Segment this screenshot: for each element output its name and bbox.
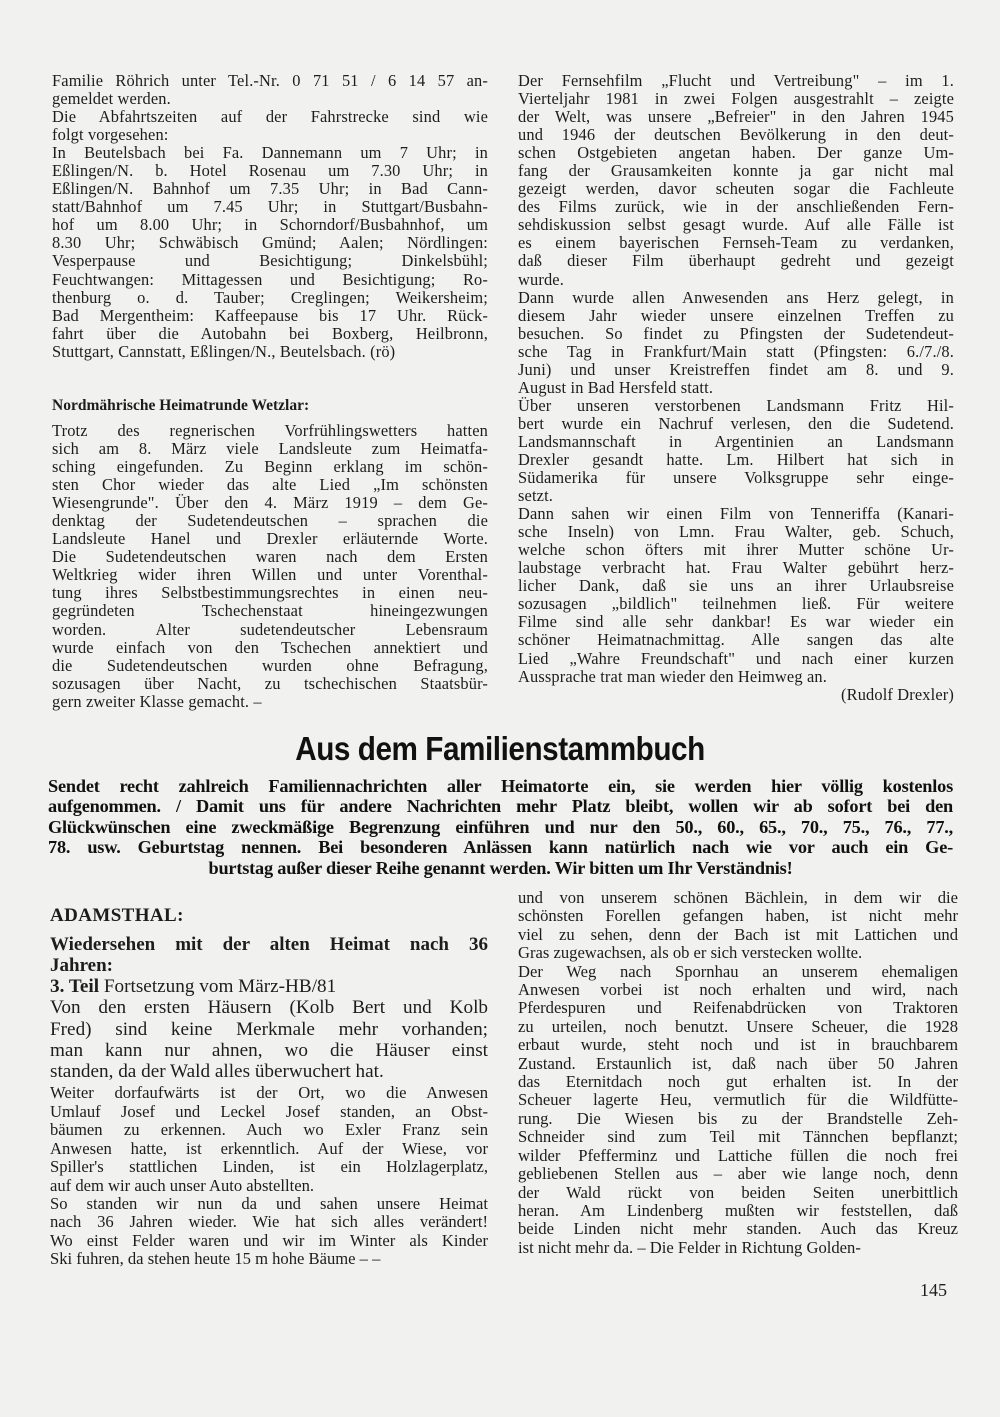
text-line: Schneider sind zum Teil mit Tännchen bepflanzt; [518, 1128, 958, 1147]
text-line: Eßlingen/N. Bahnhof um 7.35 Uhr; in Bad Cann- [52, 180, 488, 199]
text-line: wurde. [518, 270, 564, 289]
text-line: der Welt, was unsere „Befreier" in den Jahren 1945 [518, 108, 954, 127]
text-line: beide Linden nicht mehr standen. Auch das Kreuz [518, 1220, 958, 1239]
text-line: sozusagen über Nacht, zu tschechischen Staatsbür- [52, 674, 488, 693]
text-line: der Wald rückt von beiden Seiten unerbittlich [518, 1183, 958, 1202]
text-line: Trotz des regnerischen Vorfrühlingswetters hatten [52, 422, 488, 440]
text-line: Über unseren verstorbenen Landsmann Fritz Hil- [518, 396, 954, 415]
text-line: Südamerika für unsere Volksgruppe sehr einge- [518, 469, 954, 488]
text-line: Ski fuhren, da stehen heute 15 m hohe Bäume – – [50, 1250, 381, 1269]
text-line: laubstage verbracht hat. Frau Walter gebührt herz- [518, 559, 954, 578]
text-line: viel zu sehen, denn der Bach ist mit Lattichen und [518, 925, 958, 944]
section-title: Aus dem Familienstammbuch [295, 730, 705, 767]
text-line: setzt. [518, 487, 554, 506]
text-line: Dann wurde allen Anwesenden ans Herz gelegt, in [518, 288, 954, 307]
intro-line: Sendet recht zahlreich Familiennachrichten aller Heimatorte ein, sie werden hier völlig kostenlos [48, 776, 953, 796]
text-line: sten Chor wieder das alte Lied „Im schönsten [52, 476, 488, 495]
text-line: des Films zurück, wie in der anschließenden Fern- [518, 198, 954, 217]
text-line: Die Abfahrtszeiten auf der Fahrstrecke sind wie [52, 108, 488, 127]
text-line: wurde einfach von den Tschechen annektiert und [52, 638, 488, 657]
part-label: 3. Teil [50, 976, 100, 997]
text-line: auf dem wir auch unser Auto abstellten. [50, 1176, 315, 1195]
place-heading: ADAMSTHAL: [50, 905, 184, 926]
article-fernsehfilm [518, 72, 954, 704]
text-line: nach 36 Jahren wieder. Wie hat sich alles verändert! [50, 1213, 488, 1232]
text-line: 8.30 Uhr; Schwäbisch Gmünd; Aalen; Nördlingen: [52, 234, 488, 253]
text-line: das Eternitdach noch gut erhalten ist. In der [518, 1073, 958, 1092]
headline-line: Jahren: [50, 955, 113, 976]
text-line: gebliebenen Stellen aus – aber wie lange noch, denn [518, 1165, 958, 1184]
text-line: Juni) und unser Kreistreffen findet am 8. und 9. [518, 360, 954, 379]
text-line: ist nicht mehr da. – Die Felder in Richtung Golden- [518, 1238, 861, 1257]
lead-line: Fred) sind keine Merkmale mehr vorhanden; [50, 1018, 488, 1040]
text-line: Wiesengrunde". Über den 4. März 1919 – dem Ge- [52, 494, 488, 513]
text-line: und 1946 der deutschen Bevölkerung in den deut- [518, 126, 954, 145]
text-line: schöner Heimatnachmittag. Alle sangen das alte [518, 631, 954, 650]
text-line: diesem Jahr wieder unsere einzelnen Treffen zu [518, 306, 954, 325]
text-line: Spiller's stattlichen Linden, ist ein Holzlagerplatz, [50, 1158, 488, 1177]
text-line: sching eingefunden. Zu Beginn erklang im schön- [52, 458, 488, 477]
text-line: welche schon öfters mit ihrer Mutter schöne Ur- [518, 541, 954, 560]
bus-trip-text [52, 72, 488, 361]
text-line: Der Fernsehfilm „Flucht und Vertreibung" – im 1. [518, 72, 954, 90]
lead-line: Von den ersten Häusern (Kolb Bert und Kolb [50, 997, 488, 1019]
adamsthal-continued-text [518, 889, 958, 1257]
text-line: licher Dank, daß sie uns an ihrer Urlaubsreise [518, 577, 954, 596]
text-line: schönsten Forellen gefangen haben, ist nicht mehr [518, 907, 958, 926]
text-line: thenburg o. d. Tauber; Creglingen; Weikersheim; [52, 288, 488, 307]
text-line: Zustand. Erstaunlich ist, daß nach über 50 Jahren [518, 1054, 958, 1073]
text-line: August in Bad Hersfeld statt. [518, 378, 714, 397]
text-line: sich am 8. März viele Landsleute zum Heimatfa- [52, 440, 488, 459]
text-line: schen Ostgebieten angetan haben. Der ganze Um- [518, 144, 954, 163]
text-line: So standen wir nun da und sahen unsere Heimat [50, 1194, 488, 1213]
text-line: denktag der Sudetendeutschen – sprachen die [52, 512, 488, 531]
text-line: Umlauf Josef und Leckel Josef standen, an Obst- [50, 1102, 488, 1121]
text-line: hof um 8.00 Uhr; in Schorndorf/Busbahnhof, um [52, 216, 488, 235]
intro-line: burtstag außer dieser Reihe genannt werden. Wir bitten um Ihr Verständnis! [208, 857, 793, 878]
text-line: worden. Alter sudetendeutscher Lebensraum [52, 620, 488, 639]
text-line: daß dieser Film überhaupt gedreht und gezeigt [518, 252, 954, 271]
text-line: Bad Mergentheim: Kaffeepause bis 17 Uhr. Rück- [52, 306, 488, 325]
section-intro [48, 776, 953, 878]
wetzlar-heading: Nordmährische Heimatrunde Wetzlar: [52, 397, 310, 414]
text-line: Anwesen hatte, ist erkenntlich. Auf der Wiese, vor [50, 1139, 488, 1158]
text-line: sche Inseln) von Lmn. Frau Walter, geb. Schuch, [518, 523, 954, 542]
text-line: die Sudetendeutschen wurden ohne Befragung, [52, 656, 488, 675]
wetzlar-text [52, 422, 488, 711]
text-line: gern zweiter Klasse gemacht. – [52, 692, 262, 711]
text-line: Die Sudetendeutschen waren nach dem Ersten [52, 548, 488, 567]
adamsthal-text [50, 1084, 488, 1268]
headline-line: Wiedersehen mit der alten Heimat nach 36 [50, 934, 488, 955]
text-line: sche Tag in Frankfurt/Main statt (Pfingsten: 6./7./8. [518, 342, 954, 361]
lead-text [50, 997, 488, 1082]
intro-line: aufgenommen. / Damit uns für andere Nachrichten mehr Platz bleibt, wollen wir ab sofort bei den [48, 796, 953, 817]
text-line: Stuttgart, Cannstatt, Eßlingen/N., Beutelsbach. (rö) [52, 342, 396, 361]
lead-line: man kann nur ahnen, wo die Häuser einst [50, 1039, 488, 1061]
text-line: wilder Pfefferminz und Lattiche füllen die noch frei [518, 1146, 958, 1165]
text-line: besuchen. So findet zu Pfingsten der Sudetendeut- [518, 324, 954, 343]
fernsehfilm-text [518, 72, 954, 686]
text-line: Pferdespuren und Reifenabdrücken von Traktoren [518, 999, 958, 1018]
text-line: sozusagen „bildlich" teilnehmen ließ. Für weitere [518, 595, 954, 614]
text-line: Gras zugewachsen, als ob er sich verstecken wollte. [518, 944, 863, 963]
text-line: Dann sahen wir einen Film von Tenneriffa (Kanari- [518, 505, 954, 524]
text-line: Drexler gesandt hatte. Lm. Hilbert hat sich in [518, 450, 954, 469]
text-line: statt/Bahnhof um 7.45 Uhr; in Stuttgart/Busbahn- [52, 198, 488, 217]
text-line: fahrt über die Autobahn bei Boxberg, Heilbronn, [52, 324, 488, 343]
text-line: gegründeten Tschechenstaat hineingezwungen [52, 602, 488, 621]
text-line: erbaut wurde, steht noch und ist in brauchbarem [518, 1036, 958, 1055]
text-line: Der Weg nach Spornhau an unserem ehemaligen [518, 962, 958, 981]
text-line: bert wurde ein Nachruf verlesen, den die Sudetend. [518, 414, 954, 433]
text-line: Aussprache trat man wieder den Heimweg an. [518, 667, 827, 686]
text-line: fang der Grausamkeiten konnte ja gar nicht mal [518, 162, 954, 181]
article-wetzlar [52, 378, 488, 711]
text-line: rung. Die Wiesen bis zu der Brandstelle Zeh- [518, 1109, 958, 1128]
part-line [50, 976, 488, 997]
text-line: tung ihres Selbstbestimmungsrechtes in einen neu- [52, 584, 488, 603]
text-line: und von unserem schönen Bächlein, in dem wir die [518, 889, 958, 907]
text-line: Scheuer lagerte Heu, vermutlich für die Wildfütte- [518, 1091, 958, 1110]
intro-line: 78. usw. Geburtstag nennen. Bei besonderen Anlässen kann natürlich nach wie vor auch ein Ge- [48, 837, 953, 858]
text-line: folgt vorgesehen: [52, 126, 169, 145]
part-text: Fortsetzung vom März-HB/81 [99, 976, 337, 997]
text-line: Eßlingen/N. b. Hotel Rosenau um 7.30 Uhr; in [52, 162, 488, 181]
page-number: 145 [920, 1280, 947, 1300]
intro-line: Glückwünschen eine zweckmäßige Begrenzung einführen und nur den 50., 60., 65., 70., 75., 76., 77., [48, 816, 953, 837]
text-line: Vierteljahr 1981 in zwei Folgen ausgestrahlt – zeigte [518, 90, 954, 109]
text-line: Familie Röhrich unter Tel.-Nr. 0 71 51 / 6 14 57 an- [52, 72, 488, 90]
adamsthal-headline [50, 934, 488, 976]
text-line: Landsmannschaft in Argentinien an Landsmann [518, 432, 954, 451]
text-line: Anwesen vorbei ist noch erhalten und wird, nach [518, 981, 958, 1000]
text-line: bäumen zu erkennen. Auch wo Exler Franz sein [50, 1121, 488, 1140]
article-adamsthal-continued [518, 889, 958, 1257]
text-line: Feuchtwangen: Mittagessen und Besichtigung; Ro- [52, 270, 488, 289]
text-line: zu urteilen, noch benutzt. Unsere Scheuer, die 1928 [518, 1017, 958, 1036]
text-line: es einem bayerischen Fernseh-Team zu verdanken, [518, 234, 954, 253]
signature: (Rudolf Drexler) [841, 684, 954, 704]
lead-line: standen, da der Wald alles überwuchert hat. [50, 1061, 384, 1083]
text-line: gezeigt werden, davor scheuten sogar die Fachleute [518, 180, 954, 199]
article-bus-trip [52, 72, 488, 361]
article-adamsthal [50, 904, 488, 1269]
text-line: Weltkrieg wider ihren Willen und unter Vorenthal- [52, 566, 488, 585]
text-line: sehdiskussion selbst gesagt wurde. Auf alle Fälle ist [518, 216, 954, 235]
text-line: Landsleute Hanel und Drexler erläuternde Worte. [52, 530, 488, 549]
text-line: In Beutelsbach bei Fa. Dannemann um 7 Uhr; in [52, 144, 488, 163]
text-line: Lied „Wahre Freundschaft" und nach einer kurzen [518, 649, 954, 668]
text-line: gemeldet werden. [52, 90, 171, 109]
text-line: Weiter dorfaufwärts ist der Ort, wo die Anwesen [50, 1084, 488, 1103]
text-line: Vesperpause und Besichtigung; Dinkelsbühl; [52, 252, 488, 271]
text-line: Wo einst Felder waren und wir im Winter als Kinder [50, 1231, 488, 1250]
text-line: Filme sind alle sehr dankbar! Es war wieder ein [518, 613, 954, 632]
text-line: heran. Am Lindenberg mußten wir feststellen, daß [518, 1201, 958, 1220]
